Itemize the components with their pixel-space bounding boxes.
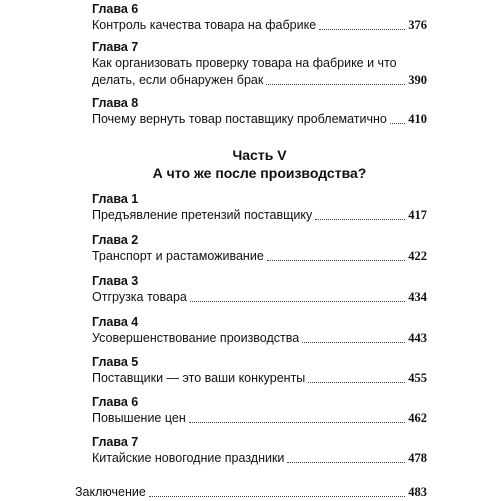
part-subtitle: А что же после производства? bbox=[152, 165, 367, 181]
toc-entry[interactable] bbox=[92, 410, 427, 427]
chapter-title-line2: делать, если обнаружен брак bbox=[92, 73, 264, 87]
toc-entry[interactable] bbox=[92, 330, 427, 347]
page-number: 376 bbox=[408, 18, 427, 32]
toc-chapter-6-top bbox=[92, 2, 427, 34]
chapter-label: Глава 6 bbox=[92, 2, 139, 16]
toc-entry-line1[interactable] bbox=[92, 55, 427, 72]
chapter-title: Повышение цен bbox=[92, 411, 186, 425]
chapter-title: Поставщики — это ваши конкуренты bbox=[92, 371, 306, 385]
toc-entry[interactable] bbox=[92, 370, 427, 387]
dot-leader bbox=[308, 382, 405, 383]
toc-entry[interactable] bbox=[92, 207, 427, 224]
dot-leader bbox=[390, 123, 405, 124]
toc-entry[interactable] bbox=[92, 111, 427, 128]
part-title: Часть V bbox=[232, 147, 287, 163]
dot-leader bbox=[319, 29, 405, 30]
page-number: 443 bbox=[408, 331, 427, 345]
chapter-label: Глава 6 bbox=[92, 395, 139, 409]
page-number: 455 bbox=[408, 371, 427, 385]
chapter-title: Отгрузка товара bbox=[92, 290, 187, 304]
toc-chapter-8-top bbox=[92, 96, 427, 128]
toc-conclusion bbox=[75, 484, 427, 501]
dot-leader bbox=[267, 260, 405, 261]
toc-entry-line2[interactable] bbox=[92, 72, 427, 89]
chapter-label: Глава 1 bbox=[92, 192, 139, 206]
chapter-title: Предъявление претензий поставщику bbox=[92, 208, 313, 222]
page-number: 434 bbox=[408, 290, 427, 304]
chapter-title: Почему вернуть товар поставщику проблематично bbox=[92, 112, 387, 126]
toc-chapter-7-top bbox=[92, 40, 427, 89]
chapter-label: Глава 3 bbox=[92, 274, 139, 288]
chapter-label: Глава 4 bbox=[92, 315, 139, 329]
chapter-label: Глава 5 bbox=[92, 355, 139, 369]
chapter-title: Китайские новогодние праздники bbox=[92, 451, 285, 465]
chapter-label: Глава 8 bbox=[92, 96, 139, 110]
page-number: 422 bbox=[408, 249, 427, 263]
chapter-title: Транспорт и растаможивание bbox=[92, 249, 264, 263]
dot-leader bbox=[149, 496, 405, 497]
toc-entry[interactable] bbox=[92, 248, 427, 265]
dot-leader bbox=[190, 301, 405, 302]
toc-entry[interactable] bbox=[92, 450, 427, 467]
toc-chapter-6 bbox=[92, 395, 427, 427]
page-number: 483 bbox=[408, 485, 427, 499]
dot-leader bbox=[266, 84, 405, 85]
toc-chapter-5 bbox=[92, 355, 427, 387]
toc-chapter-3 bbox=[92, 274, 427, 306]
toc-entry[interactable] bbox=[92, 289, 427, 306]
page-number: 410 bbox=[408, 112, 427, 126]
toc-entry[interactable] bbox=[92, 17, 427, 34]
page-number: 390 bbox=[408, 73, 427, 87]
toc-chapter-2 bbox=[92, 233, 427, 265]
toc-chapter-7 bbox=[92, 435, 427, 467]
dot-leader bbox=[287, 462, 405, 463]
chapter-title-line1: Как организовать проверку товара на фабрике и что bbox=[92, 56, 397, 70]
chapter-label: Глава 7 bbox=[92, 435, 139, 449]
dot-leader bbox=[189, 422, 406, 423]
conclusion-title: Заключение bbox=[75, 485, 146, 499]
chapter-title: Усовершенствование производства bbox=[92, 331, 300, 345]
page-number: 417 bbox=[408, 208, 427, 222]
toc-entry[interactable] bbox=[75, 484, 427, 501]
page-number: 478 bbox=[408, 451, 427, 465]
chapter-label: Глава 7 bbox=[92, 40, 139, 54]
dot-leader bbox=[302, 342, 405, 343]
toc-chapter-1 bbox=[92, 192, 427, 224]
dot-leader bbox=[315, 219, 405, 220]
page-number: 462 bbox=[408, 411, 427, 425]
chapter-label: Глава 2 bbox=[92, 233, 139, 247]
toc-chapter-4 bbox=[92, 315, 427, 347]
chapter-title: Контроль качества товара на фабрике bbox=[92, 18, 317, 32]
